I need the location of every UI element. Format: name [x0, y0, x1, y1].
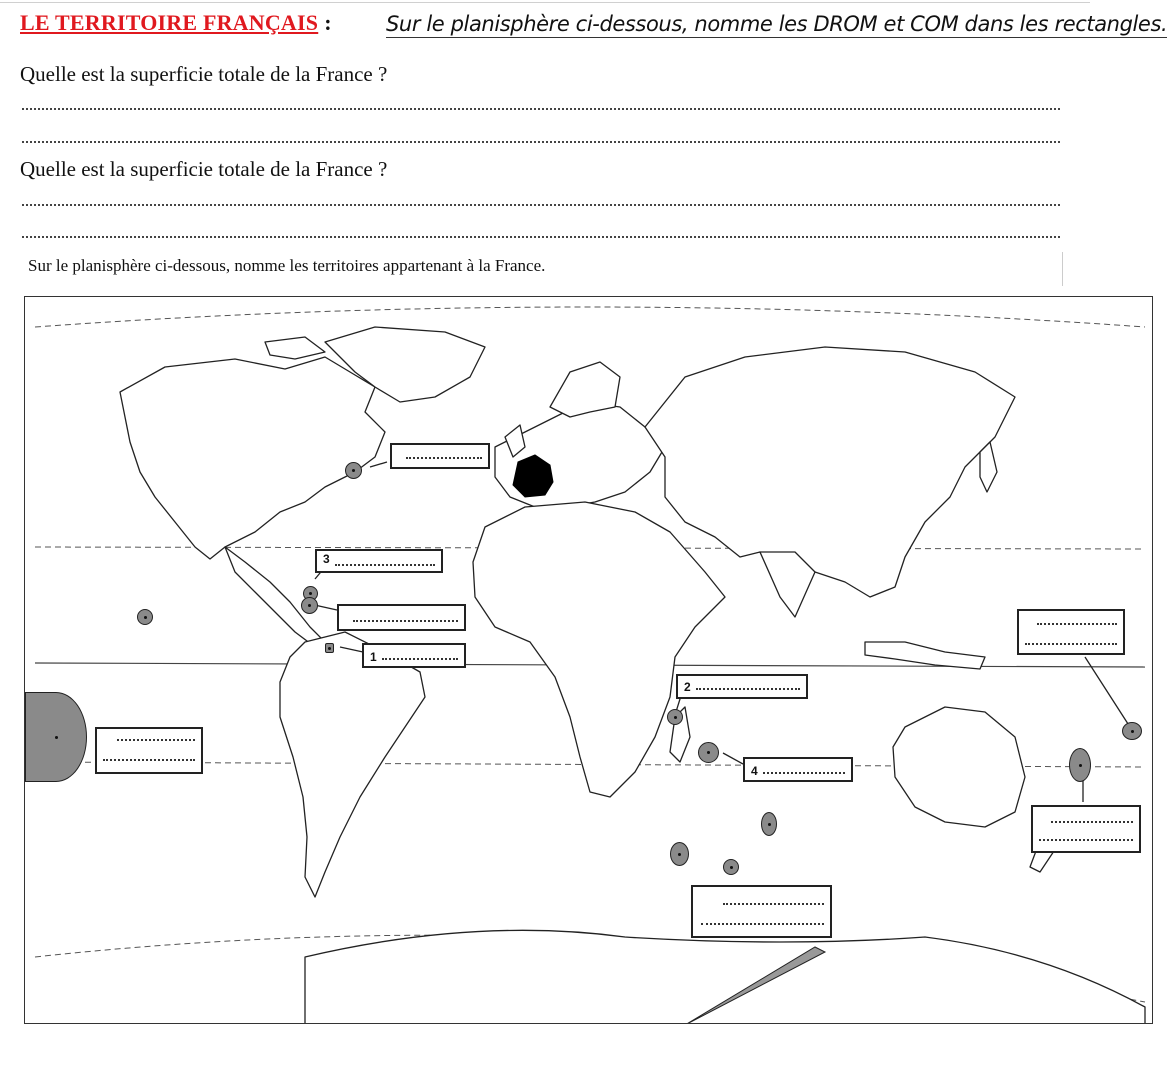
scandinavia — [550, 362, 620, 417]
arctic-islands — [265, 337, 325, 359]
polynesie-marker — [25, 692, 87, 782]
answer-box-pacific-top[interactable] — [1017, 609, 1125, 655]
continents — [120, 327, 1145, 1024]
answer-box-polynesie[interactable] — [95, 727, 203, 774]
indonesia — [865, 642, 985, 669]
africa — [473, 502, 725, 797]
answer-box-3[interactable]: 3 — [315, 549, 443, 573]
question-2: Quelle est la superficie totale de la France ? — [20, 157, 388, 181]
mayotte-marker — [667, 709, 683, 725]
crozet-marker — [670, 842, 689, 866]
amsterdam-marker — [723, 859, 739, 875]
answer-line-2b[interactable] — [22, 236, 1060, 238]
antarctica — [305, 930, 1145, 1024]
south-america — [280, 632, 425, 897]
guyane-marker — [325, 643, 334, 653]
clipperton-marker — [137, 609, 153, 625]
answer-box-southern-ocean[interactable] — [691, 885, 832, 938]
answer-box-4[interactable]: 4 — [743, 757, 853, 782]
worksheet-title: LE TERRITOIRE FRANÇAIS : — [20, 10, 332, 35]
reunion-marker — [698, 742, 719, 763]
martinique-marker — [301, 597, 318, 614]
answer-box-pacific-bottom[interactable] — [1031, 805, 1141, 853]
world-map-drawing — [25, 297, 1153, 1024]
worksheet-instruction: Sur le planisphère ci-dessous, nomme les DROM et COM dans les rectangles. — [386, 12, 1168, 36]
nouvelle-caledonie-marker — [1069, 748, 1091, 782]
task-separator — [1062, 252, 1063, 286]
answer-box-2[interactable]: 2 — [676, 674, 808, 699]
map-task: Sur le planisphère ci-dessous, nomme les territoires appartenant à la France. — [28, 256, 546, 275]
answer-line-2a[interactable] — [22, 204, 1060, 206]
answer-box-north-atlantic[interactable] — [390, 443, 490, 469]
saint-pierre-miquelon-marker — [345, 462, 362, 479]
answer-box-caribbean[interactable] — [337, 604, 466, 631]
top-divider — [0, 2, 1090, 3]
answer-box-1[interactable]: 1 — [362, 643, 466, 668]
answer-line-1a[interactable] — [22, 108, 1060, 110]
question-1: Quelle est la superficie totale de la France ? — [20, 62, 388, 86]
north-america — [120, 357, 385, 559]
asia — [645, 347, 1015, 597]
world-map — [24, 296, 1153, 1024]
kerguelen-marker — [761, 812, 777, 836]
wallis-futuna-marker — [1122, 722, 1142, 740]
answer-line-1b[interactable] — [22, 141, 1060, 143]
australia — [893, 707, 1025, 827]
japan — [980, 442, 997, 492]
